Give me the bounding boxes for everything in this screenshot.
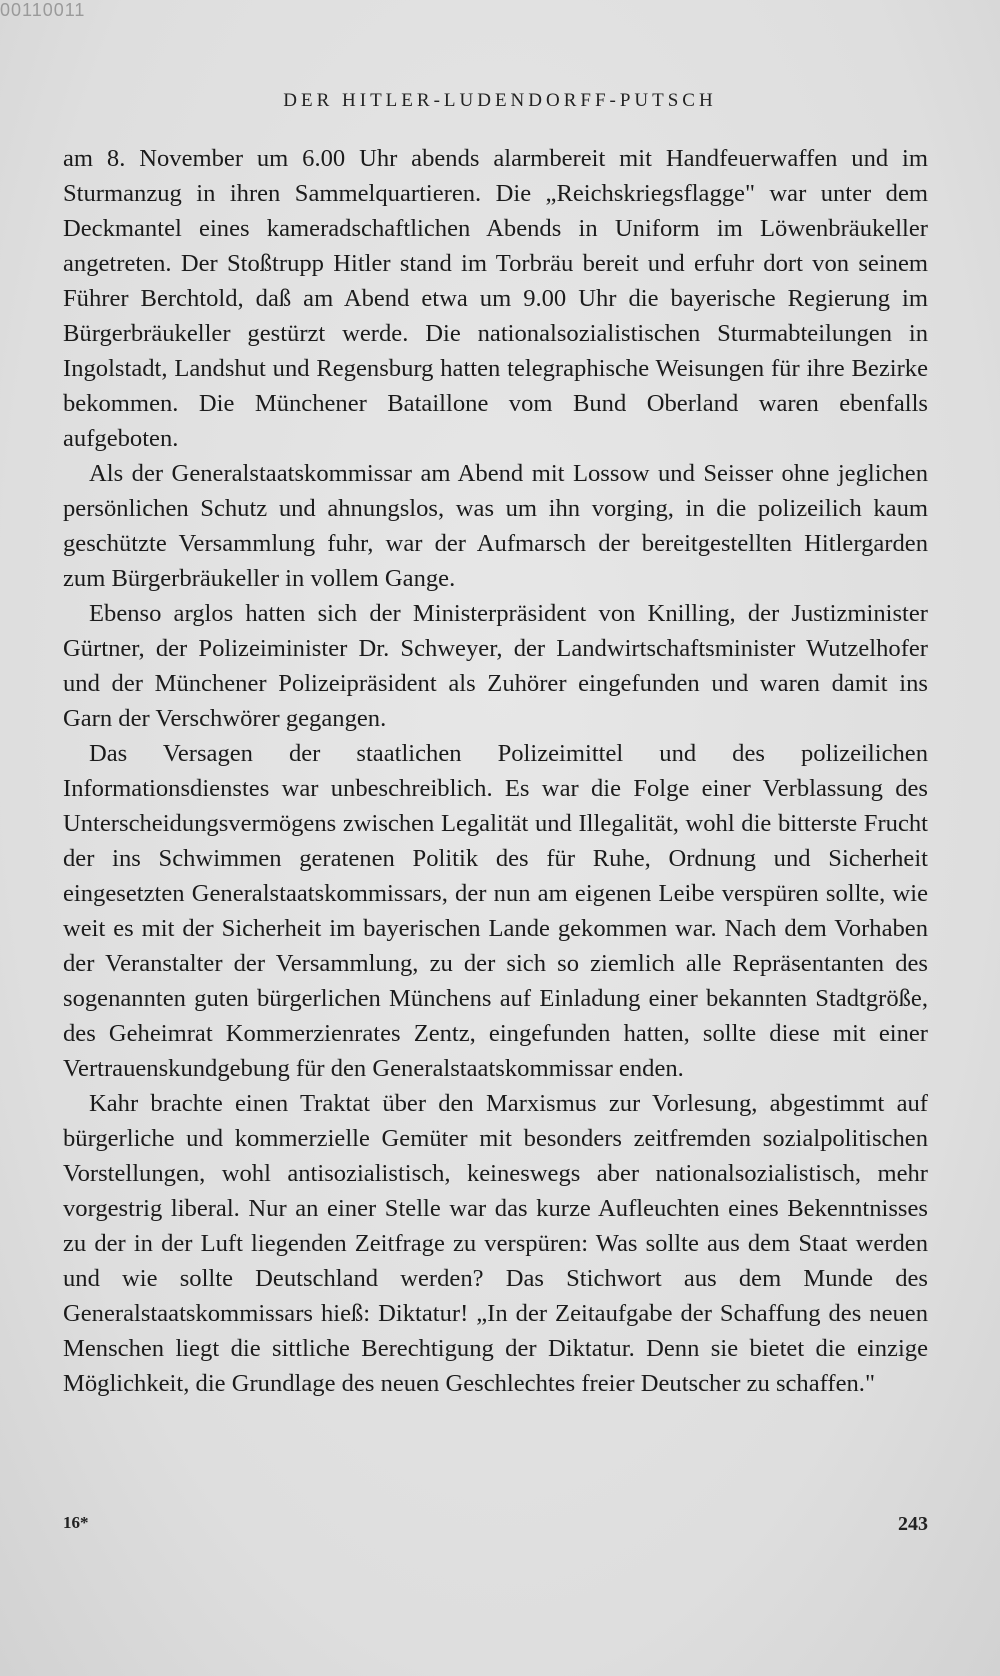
paragraph-3: Ebenso arglos hatten sich der Ministerpräsident von Knilling, der Justizminister Gürtner, der Polizeiminister Dr. Schweyer, der Landwirtschaftsminister Wutzelhofer und der Münchener Polizeipräsident als Zuhörer eingefunden und waren damit ins Garn der Verschwörer gegangen. <box>63 600 928 732</box>
paragraph-5: Kahr brachte einen Traktat über den Marxismus zur Vorlesung, abgestimmt auf bürgerliche und kommerzielle Gemüter mit besonders zeitfremden sozialpolitischen Vorstellungen, wohl antisozialistisch, keineswegs aber nationalsozialistisch, mehr vorgestrig liberal. Nur an einer Stelle war das kurze Aufleuchten eines Bekenntnisses zu der in der Luft liegenden Zeitfrage zu verspüren: Was sollte aus dem Staat werden und wie sollte Deutschland werden? Das Stichwort aus dem Munde des Generalstaatskommissars hieß: Diktatur! „In der Zeitaufgabe der Schaffung des neuen Menschen liegt die sittliche Berechtigung der Diktatur. Denn sie bietet die einzige Möglichkeit, die Grundlage des neuen Geschlechtes freier Deutscher zu schaffen." <box>63 1090 928 1397</box>
signature-mark: 16* <box>63 1513 89 1532</box>
page-number: 243 <box>898 1513 928 1535</box>
paragraph-2: Als der Generalstaatskommissar am Abend mit Lossow und Seisser ohne jeglichen persönlichen Schutz und ahnungslos, was um ihn vorging, in die polizeilich kaum geschützte Versammlung fuhr, war der Aufmarsch der bereitgestellten Hitlergarden zum Bürgerbräukeller in vollem Gange. <box>63 460 928 592</box>
paragraph-1: am 8. November um 6.00 Uhr abends alarmbereit mit Handfeuerwaffen und im Sturmanzug in ihren Sammelquartieren. Die „Reichskriegsflagge" war unter dem Deckmantel eines kameradschaftlichen Abends in Uniform im Löwenbräukeller angetreten. Der Stoßtrupp Hitler stand im Torbräu bereit und erfuhr dort von seinem Führer Berchtold, daß am Abend etwa um 9.00 Uhr die bayerische Regierung im Bürgerbräukeller gestürzt werde. Die nationalsozialistischen Sturmabteilungen in Ingolstadt, Landshut und Regensburg hatten telegraphische Weisungen für ihre Bezirke bekommen. Die Münchener Bataillone vom Bund Oberland waren ebenfalls aufgeboten. <box>63 145 928 452</box>
running-head: DER HITLER-LUDENDORFF-PUTSCH <box>283 90 717 111</box>
paragraph-4: Das Versagen der staatlichen Polizeimittel und des polizeilichen Informationsdienstes war unbeschreiblich. Es war die Folge einer Verblassung des Unterscheidungsvermögens zwischen Legalität und Illegalität, wohl die bitterste Frucht der ins Schwimmen geratenen Politik des für Ruhe, Ordnung und Sicherheit eingesetzten Generalstaatskommissars, der nun am eigenen Leibe verspüren sollte, wie weit es mit der Sicherheit im bayerischen Lande gekommen war. Nach dem Vorhaben der Veranstalter der Versammlung, zu der sich so ziemlich alle Repräsentanten des sogenannten guten bürgerlichen Münchens auf Einladung einer bekannten Stadtgröße, des Geheimrat Kommerzienrates Zentz, eingefunden hatten, sollte diese mit einer Vertrauenskundgebung für den Generalstaatskommissar enden. <box>63 740 928 1082</box>
archive-stamp: 00110011 <box>0 0 86 20</box>
body-text <box>63 141 928 1401</box>
